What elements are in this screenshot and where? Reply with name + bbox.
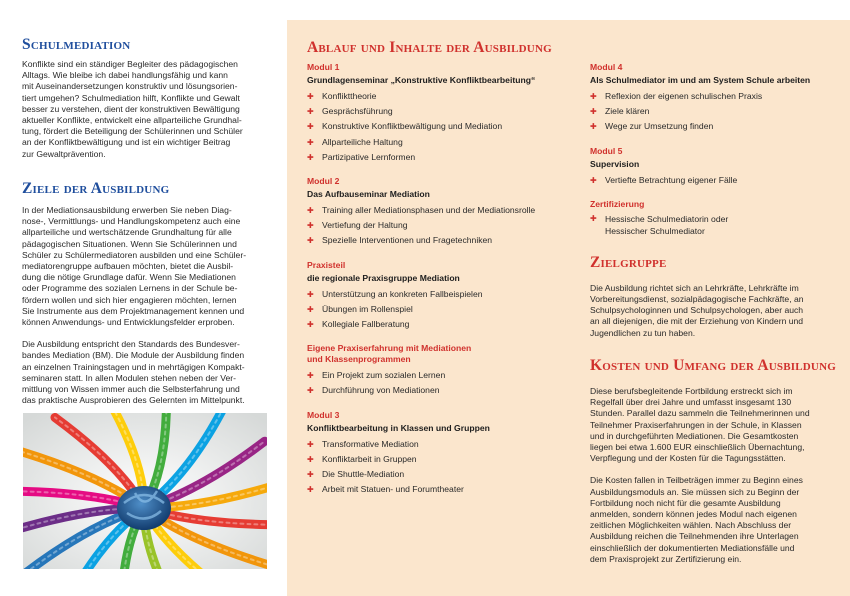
ziele-line: bandes Mediation (BM). Die Module der Ausbildung finden (22, 350, 245, 361)
module-block (590, 62, 840, 135)
module-item: ✚ Kollegiale Fallberatung (307, 317, 562, 332)
module-item: ✚ Durchführung von Mediationen (307, 383, 562, 398)
heading-kosten: Kosten und Umfang der Ausbildung (590, 356, 836, 374)
ziele-line: fördern wollen und sich hier engagieren möchten, lernen (22, 294, 237, 305)
module-item: Hessischer Schulmediator (605, 225, 705, 236)
schulmediation-text (22, 59, 280, 160)
module-item: ✚ Konflikttheorie (307, 89, 562, 104)
module-item: ✚ Ein Projekt zum sozialen Lernen (307, 368, 562, 383)
module-block (307, 410, 562, 498)
zielgruppe-line: Die Ausbildung richtet sich an Lehrkräfte, Lehrkräfte im (590, 282, 799, 293)
module-item: ✚ Partizipative Lernformen (307, 150, 562, 165)
kosten-line: und in durchgeführten Mediationen. Die Gesamtkosten (590, 430, 799, 441)
module-item: ✚ Übungen im Rollenspiel (307, 302, 562, 317)
kosten-line: Diese berufsbegleitende Fortbildung erstreckt sich im (590, 385, 793, 396)
kosten-line: einschließlich der dokumentierten Mediationsfälle und (590, 542, 795, 553)
module-item: ✚ Gesprächsführung (307, 104, 562, 119)
kosten-line: zeitlichen Möglichkeiten wählen. Nach Abschluss der (590, 520, 792, 531)
ablauf-column-1 (307, 62, 562, 508)
ziele-line: an einzelnen Trainingstagen und in mehrtägigen Kompakt- (22, 361, 245, 372)
module-item: ✚ Allparteiliche Haltung (307, 135, 562, 150)
ablauf-column-2 (590, 62, 840, 565)
schulmediation-line: tung, fördert die Beteiligung der Schülerinnen und Schüler (22, 126, 243, 137)
zielgruppe-line: Vorbereitungsdienst, sozialpädagogische Fachkräfte, an (590, 294, 804, 305)
ziele-line: können Anwendungs- und Entwicklungsfelder erproben. (22, 316, 235, 327)
module-label: Zertifizierung (590, 198, 645, 209)
schulmediation-line: aktueller Konflikte, entwickelt eine allparteiliche Grundhal- (22, 115, 242, 126)
ziele-line: oder Programme des sozialen Lernens in der Schule be- (22, 283, 238, 294)
schulmediation-line: an der Konfliktbewältigung und ist ein wichtiger Beitrag (22, 137, 231, 148)
module-item: ✚ Konstruktive Konfliktbewältigung und Mediation (307, 119, 562, 134)
ziele-paragraph-1 (22, 205, 280, 328)
kosten-line: Die Kosten fallen in Teilbeträgen immer zu Beginn eines (590, 475, 803, 486)
kosten-line: Teilnehmer Praxiserfahrungen in der Schule, in Klassen (590, 419, 802, 430)
module-item: ✚ Arbeit mit Statuen- und Forumtheater (307, 482, 562, 497)
module-label: Modul 3 (307, 409, 340, 420)
kosten-line: Ausbildungsmoduls an. Sie müssen sich zu Beginn der (590, 486, 800, 497)
module-item: ✚ Ziele klären (590, 104, 840, 119)
schulmediation-line: mit Auseinandersetzungen konstruktiv und lösungsorien- (22, 81, 238, 92)
kosten-paragraph-1 (590, 386, 840, 464)
ziele-line: Schüler zu Schülermediatoren ausbilden und eine Schüler- (22, 249, 247, 260)
module-item: ✚ Hessische Schulmediatorin oder (590, 213, 840, 225)
kosten-paragraph-2 (590, 475, 840, 565)
kosten-line: Stunden. Parallel dazu sammeln die Teilnehmerinnen und (590, 408, 810, 419)
module-item: ✚ Transformative Mediation (307, 437, 562, 452)
kosten-line: Fortbildung noch nicht für die gesamte Ausbildung (590, 497, 781, 508)
ziele-line: Die Ausbildung entspricht den Standards des Bundesver- (22, 339, 240, 350)
module-label: und Klassenprogrammen (307, 354, 411, 365)
kosten-line: Verpflegung und der Kosten für die Tagungsstätten. (590, 453, 786, 464)
module-block (590, 146, 840, 188)
schulmediation-line: Konflikte sind ein ständiger Begleiter des pädagogischen (22, 59, 238, 70)
schulmediation-line: besser zu verstehen, dient der konstruktiven Bewältigung (22, 103, 240, 114)
module-title: die regionale Praxisgruppe Mediation (307, 272, 460, 283)
ziele-paragraph-2 (22, 339, 280, 406)
schulmediation-line: Alltags. Wie bleibe ich dabei handlungsfähig und kann (22, 70, 228, 81)
kosten-line: dem Praxisprojekt zur Zertifizierung ein. (590, 553, 742, 564)
module-title: Das Aufbauseminar Mediation (307, 189, 430, 200)
zielgruppe-line: Schulpsychologinnen und Schulpsychologen, aber auch (590, 305, 804, 316)
zielgruppe-line: Jugendlichen zu tun haben. (590, 327, 696, 338)
module-item: ✚ Training aller Mediationsphasen und der Mediationsrolle (307, 203, 562, 218)
module-block (307, 62, 562, 165)
kosten-line: anmelden, sondern können jedes Modul nach eigenen (590, 508, 797, 519)
module-item: ✚ Vertiefung der Haltung (307, 218, 562, 233)
kosten-line: Ausbildung reichen die Teilnehmenden ihre Unterlagen (590, 531, 799, 542)
ziele-line: nose-, Vermittlungs- und Handlungskompetenz auch eine (22, 216, 241, 227)
module-label: Eigene Praxiserfahrung mit Mediationen (307, 343, 472, 354)
schulmediation-line: zur Gewaltprävention. (22, 148, 106, 159)
module-title: Supervision (590, 158, 640, 169)
heading-ablauf: Ablauf und Inhalte der Ausbildung (307, 39, 552, 56)
ziele-line: mediatorengruppe aufbauen möchten, bietet die Ausbil- (22, 260, 234, 271)
ziele-line: Sie Instrumente aus dem Projektmanagement kennen und (22, 305, 245, 316)
module-block (307, 260, 562, 333)
kosten-line: Regelfall über drei Jahre und umfasst insgesamt 130 (590, 397, 792, 408)
knotted-colored-ropes-image (23, 413, 267, 569)
module-item: ✚ Wege zur Umsetzung finden (590, 119, 840, 134)
module-item: ✚ Konfliktarbeit in Gruppen (307, 452, 562, 467)
module-block (307, 176, 562, 249)
ziele-line: allparteiliche und wertschätzende Grundhaltung für alle (22, 227, 232, 238)
ziele-line: mittlung von Wissen immer auch die Selbsterfahrung und (22, 383, 240, 394)
module-item: ✚ Spezielle Interventionen und Fragetechniken (307, 233, 562, 248)
module-title: Als Schulmediator im und am System Schule arbeiten (590, 75, 811, 85)
module-item: ✚ Die Shuttle-Mediation (307, 467, 562, 482)
module-label: Modul 2 (307, 176, 340, 187)
module-block (307, 343, 562, 398)
module-item: ✚ Unterstützung an konkreten Fallbeispielen (307, 287, 562, 302)
ziele-line: seminaren statt. In allen Modulen stehen neben der Ver- (22, 372, 237, 383)
kosten-line: liegen bei etwa 1.600 EUR einschließlich Übernachtung, (590, 441, 805, 452)
ziele-line: dung die nötige Grundlage dafür. Wenn Sie Mediationen (22, 272, 236, 283)
module-label: Modul 1 (307, 62, 340, 72)
kosten-text (590, 386, 840, 565)
schulmediation-line: tiert umgehen? Schulmediation hilft, Konflikte und Gewalt (22, 92, 240, 103)
heading-zielgruppe: Zielgruppe (590, 253, 667, 271)
zielgruppe-text (590, 283, 840, 339)
module-label: Modul 4 (590, 62, 623, 72)
ziele-text (22, 205, 280, 406)
heading-ziele: Ziele der Ausbildung (22, 179, 170, 197)
ropes-illustration (23, 413, 267, 569)
right-panel (287, 20, 850, 596)
ziele-line: In der Mediationsausbildung erwerben Sie neben Diag- (22, 204, 232, 215)
module-label: Praxisteil (307, 259, 346, 270)
module-item: ✚ Vertiefte Betrachtung eigener Fälle (590, 173, 840, 188)
zielgruppe-line: an all diejenigen, die mit der Erziehung von Kindern und (590, 316, 804, 327)
module-block (590, 199, 840, 237)
left-column (22, 36, 280, 406)
module-title: Grundlagenseminar „Konstruktive Konfliktbearbeitung“ (307, 75, 536, 85)
module-title: Konfliktbearbeitung in Klassen und Gruppen (307, 422, 490, 433)
module-label: Modul 5 (590, 145, 623, 156)
module-item: ✚ Reflexion der eigenen schulischen Praxis (590, 89, 840, 104)
ziele-line: pädagogischen Situationen. Wenn Sie Schülerinnen und (22, 238, 237, 249)
heading-schulmediation: Schulmediation (22, 36, 131, 53)
ziele-line: das praktische Ausprobieren des Gelernten im Mittelpunkt. (22, 395, 245, 406)
